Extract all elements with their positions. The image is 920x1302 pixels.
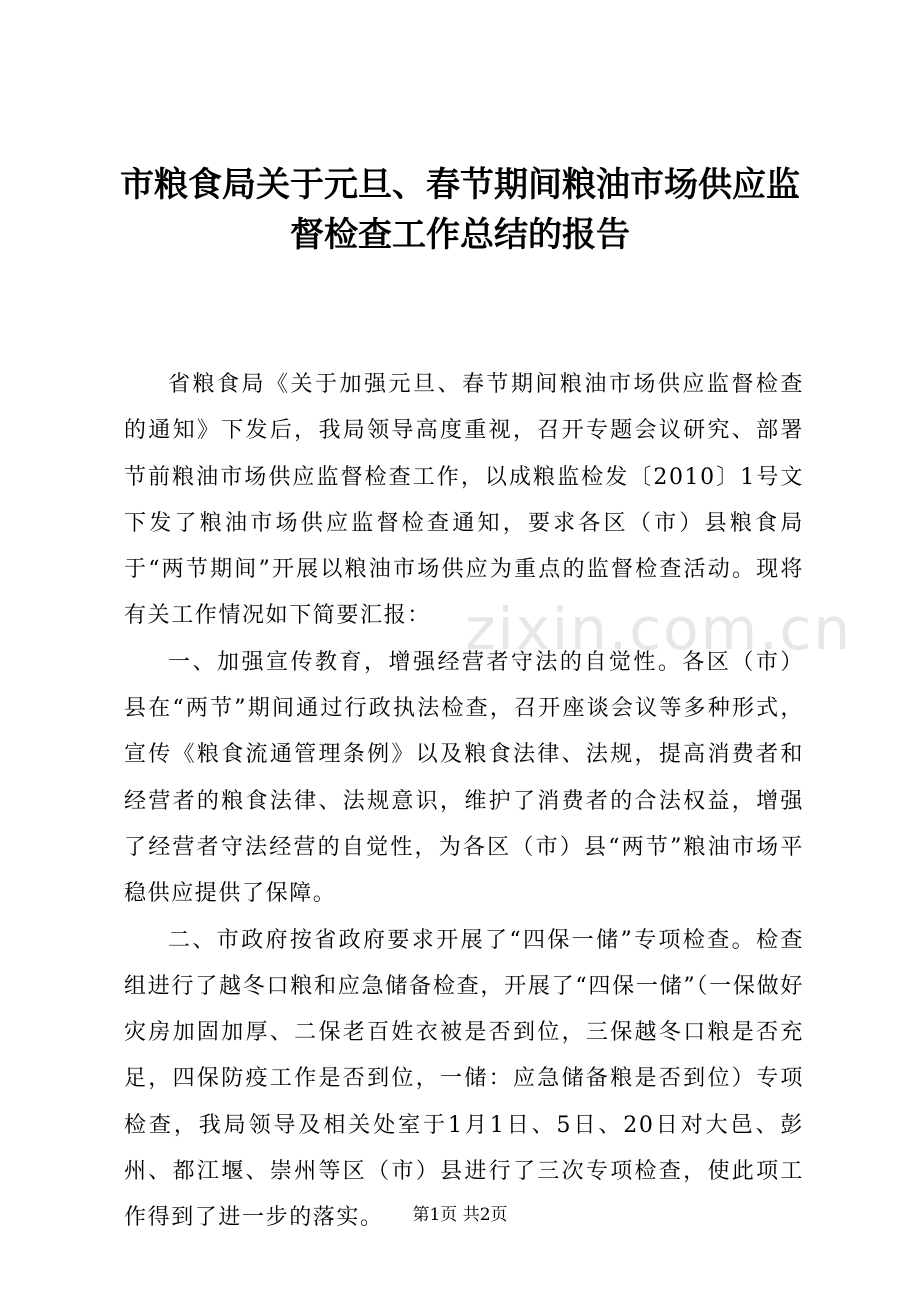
watermark-text: zixin.com.cn (465, 595, 853, 663)
paragraph-section-two: 二、市政府按省政府要求开展了“四保一储”专项检查。检查组进行了越冬口粮和应急储备检查，开展了“四保一储”（一保做好灾房加固加厚、二保老百姓衣被是否到位，三保越冬口粮是否充足，四保防疫工作是否到位，一储：应急储备粮是否到位）专项检查，我局领导及相关处室于1月1日、5日、20日对大邑、彭州、都江堰、崇州等区（市）县进行了三次专项检查，使此项工作得到了进一步的落实。 (124, 927, 804, 1231)
paragraph-section-one: 一、加强宣传教育，增强经营者守法的自觉性。各区（市）县在“两节”期间通过行政执法检查，召开座谈会议等多种形式，宣传《粮食流通管理条例》以及粮食法律、法规，提高消费者和经营者的粮食法律、法规意识，维护了消费者的合法权益，增强了经营者守法经营的自觉性，为各区（市）县“两节”粮油市场平稳供应提供了保障。 (124, 649, 804, 907)
paragraph-intro: 省粮食局《关于加强元旦、春节期间粮油市场供应监督检查的通知》下发后，我局领导高度重视，召开专题会议研究、部署节前粮油市场供应监督检查工作，以成粮监检发〔2010〕1号文下发了粮油市场供应监督检查通知，要求各区（市）县粮食局于“两节期间”开展以粮油市场供应为重点的监督检查活动。现将有关工作情况如下简要汇报： (124, 372, 804, 629)
document-body (124, 362, 804, 1242)
page-footer: 第1页 共2页 (412, 1205, 508, 1225)
document-title: 市粮食局关于元旦、春节期间粮油市场供应监督检查工作总结的报告 (120, 165, 800, 255)
